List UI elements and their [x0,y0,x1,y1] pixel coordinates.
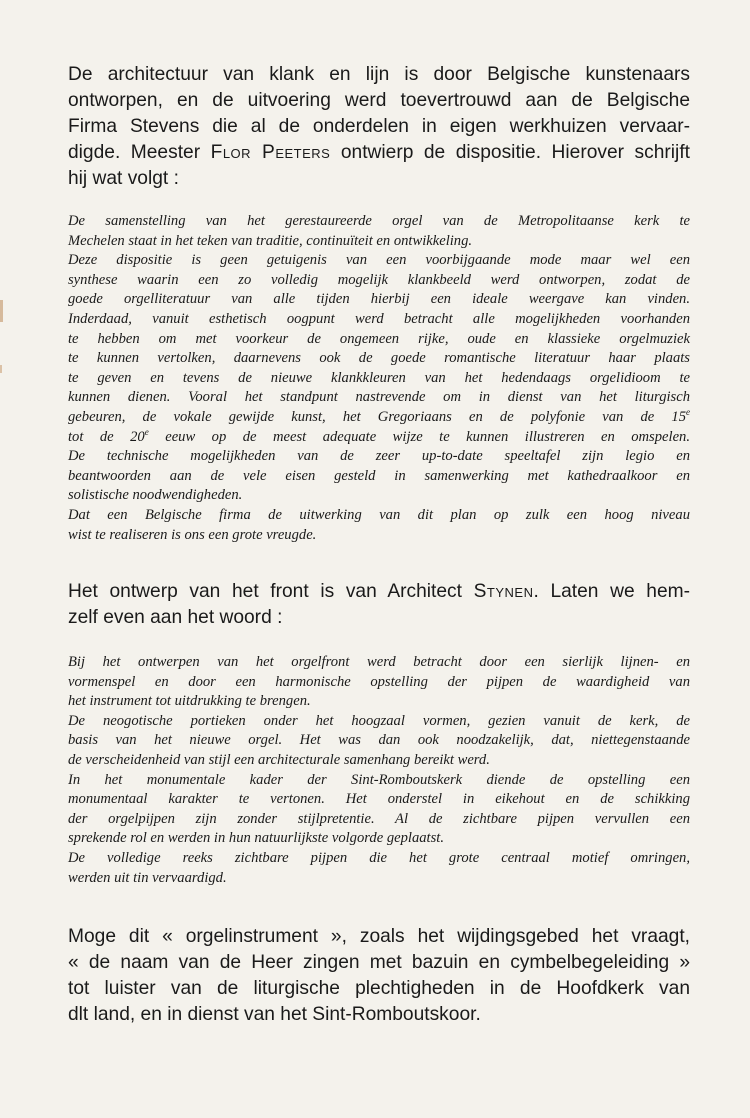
text-line: zelf even aan het woord : [68,607,283,629]
quote-line: vormenspel en door een harmonische opstelling der pijpen de waardigheid van [68,673,690,690]
quote-line: goede orgelliteratuur van alle tijden hierbij een ideale weergave kan vinden. [68,291,690,308]
page-content [68,62,690,1028]
quote-line: Dat een Belgische firma de uitwerking van dit plan op zulk een hoog niveau [68,506,690,523]
text-fragment: Het ontwerp van het front is van Architect [68,581,474,603]
quote-line: het instrument tot uitdrukking te brengen. [68,693,311,710]
quote-line: De neogotische portieken onder het hoogzaal vormen, gezien vanuit de kerk, de [68,712,690,729]
quote-line: te geven en tevens de nieuwe klankkleuren van het hedendaags orgelidioom te [68,369,690,386]
margin-stain [0,300,3,322]
quote-line: De technische mogelijkheden van de zeer up-to-date speeltafel zijn legio en [68,448,690,465]
quote-line: monumentaal karakter te vertonen. Het onderstel in eikehout en de schikking [68,791,690,808]
person-name: Stynen [473,581,534,603]
quote-line: synthese waarin een zo volledig mogelijk klankbeeld werd ontworpen, zodat de [68,271,690,288]
person-name: Flor Peeters [210,142,331,163]
text-fragment: tot de 20 [68,428,145,445]
quote-line: Inderdaad, vanuit esthetisch oogpunt werd betracht alle mogelijkheden voorhanden [68,310,690,327]
superscript: e [144,426,149,437]
text-line: hij wat volgt : [68,168,179,189]
quote-line [68,428,690,448]
quote-line: de verscheidenheid van stijl een architecturale samenhang bereikt werd. [68,752,490,769]
quote-line: sprekende rol en werden in hun natuurlijkste volgorde geplaatst. [68,830,444,847]
text-fragment: . Laten we hem- [533,581,690,603]
text-line [68,579,690,605]
text-fragment: digde. Meester [68,142,211,163]
quote-line: te kunnen vertolken, daarnevens ook de goede romantische literatuur haar plaats [68,350,690,367]
text-line: dlt land, en in dienst van het Sint-Romboutskoor. [68,1004,481,1026]
quote-line: basis van het nieuwe orgel. Het was dan ook noodzakelijk, dat, niettegenstaande [68,732,690,749]
text-line: Moge dit « orgelinstrument », zoals het wijdingsgebed het vraagt, [68,926,690,948]
quote-line: In het monumentale kader der Sint-Romboutskerk diende de opstelling een [68,771,690,788]
text-fragment: eeuw op de meest adequate wijze te kunnen illustreren en omspelen. [148,428,690,445]
quote-peeters [68,212,690,545]
quote-line: De samenstelling van het gerestaureerde orgel van de Metropolitaanse kerk te [68,213,690,229]
quote-line: werden uit tin vervaardigd. [68,869,227,886]
quote-stynen [68,653,690,888]
quote-line: wist te realiseren is ons een grote vreugde. [68,526,317,543]
superscript: e [686,407,690,418]
intro-paragraph [68,62,690,192]
text-line: tot luister van de liturgische plechtigheden in de Hoofdkerk van [68,978,690,1000]
quote-line: Bij het ontwerpen van het orgelfront werd betracht door een sierlijk lijnen- en [68,654,690,671]
text-line: De architectuur van klank en lijn is door Belgische kunstenaars [68,64,690,85]
text-fragment: ontwierp de dispositie. Hierover schrijft [330,142,690,163]
quote-line: beantwoorden aan de vele eisen gesteld in samenwerking met kathedraalkoor en [68,467,690,484]
quote-line: Deze dispositie is geen getuigenis van een voorbijgaande mode maar wel een [68,252,690,269]
text-line: « de naam van de Heer zingen met bazuin en cymbelbegeleiding » [68,952,690,974]
text-line: ontworpen, en de uitvoering werd toevertrouwd aan de Belgische [68,90,690,111]
quote-line: kunnen dienen. Vooral het standpunt nastrevende om in dienst van het liturgisch [68,389,690,406]
margin-stain [0,365,2,373]
text-line [68,140,690,166]
quote-line: solistische noodwendigheden. [68,487,243,504]
quote-line [68,408,690,428]
quote-line: te hebben om met voorkeur de ongemeen rijke, oude en klassieke orgelmuziek [68,330,690,347]
closing-paragraph [68,924,690,1028]
quote-line: Mechelen staat in het teken van traditie, continuïteit en ontwikkeling. [68,232,473,249]
quote-line: der orgelpijpen zijn zonder stijlpretentie. Al de zichtbare pijpen vervullen een [68,810,690,827]
text-fragment: gebeuren, de vokale gewijde kunst, het Gregoriaans en de polyfonie van de 15 [68,408,686,425]
text-line: Firma Stevens die al de onderdelen in eigen werkhuizen vervaar- [68,116,690,137]
quote-line: De volledige reeks zichtbare pijpen die het grote centraal motief omringen, [68,850,690,867]
architect-paragraph [68,579,690,631]
